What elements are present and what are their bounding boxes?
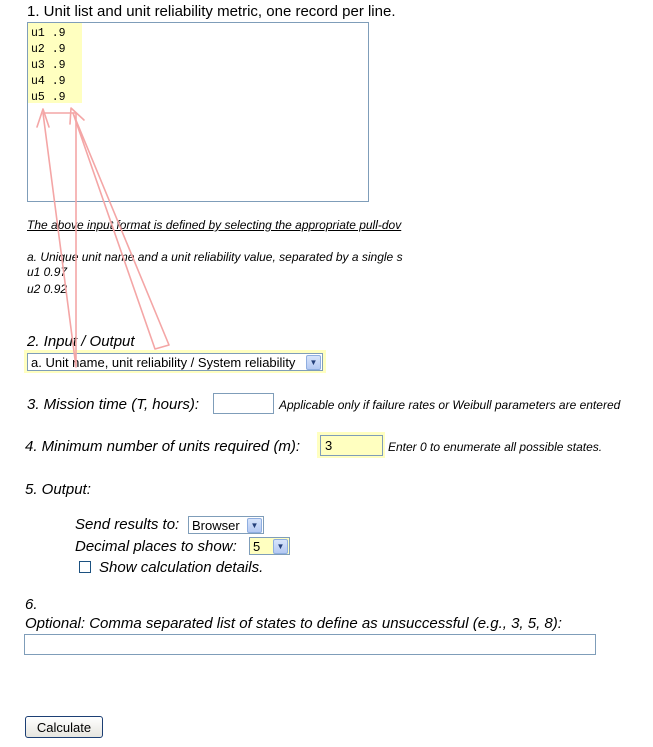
mission-time-note: Applicable only if failure rates or Weibull parameters are entered <box>279 398 621 412</box>
details-checkbox-label: Show calculation details. <box>99 559 264 576</box>
select-value: Browser <box>192 517 240 533</box>
format-info-description: a. Unique unit name and a unit reliability value, separated by a single s <box>27 250 403 264</box>
textarea-line: u4 .9 <box>31 75 66 88</box>
textarea-line: u1 .9 <box>31 27 66 40</box>
textarea-lines <box>31 26 66 106</box>
select-value: a. Unit name, unit reliability / System reliability <box>31 354 296 370</box>
section6-label: Optional: Comma separated list of states to define as unsuccessful (e.g., 3, 5, 8): <box>25 615 562 632</box>
section5-label: 5. Output: <box>25 481 91 498</box>
format-example-line: u1 0.97 <box>27 265 68 279</box>
decimal-places-label: Decimal places to show: <box>75 538 237 555</box>
send-results-label: Send results to: <box>75 516 180 533</box>
chevron-down-icon[interactable]: ▼ <box>273 539 288 554</box>
chevron-down-icon[interactable]: ▼ <box>306 355 321 370</box>
section6-number: 6. <box>25 596 38 613</box>
textarea-line: u2 .9 <box>31 43 66 56</box>
details-checkbox[interactable] <box>79 561 91 573</box>
min-units-note: Enter 0 to enumerate all possible states. <box>388 440 603 454</box>
textarea-line: u3 .9 <box>31 59 66 72</box>
unit-list-textarea[interactable] <box>27 22 369 202</box>
section2-label: 2. Input / Output <box>27 333 135 350</box>
min-units-input[interactable]: 3 <box>320 435 383 456</box>
decimal-places-select[interactable] <box>249 537 290 555</box>
section1-label: 1. Unit list and unit reliability metric, one record per line. <box>27 3 396 20</box>
input-output-select[interactable] <box>27 353 323 371</box>
calculate-button[interactable]: Calculate <box>25 716 103 738</box>
section3-label: 3. Mission time (T, hours): <box>27 396 199 413</box>
format-info-heading: The above input format is defined by selecting the appropriate pull-dov <box>27 218 402 232</box>
textarea-line: u5 .9 <box>31 91 66 104</box>
format-example-line: u2 0.92 <box>27 282 68 296</box>
unsuccessful-states-input[interactable] <box>24 634 596 655</box>
send-results-select[interactable] <box>188 516 264 534</box>
chevron-down-icon[interactable]: ▼ <box>247 518 262 533</box>
section4-label: 4. Minimum number of units required (m): <box>25 438 301 455</box>
select-value: 5 <box>253 538 261 554</box>
mission-time-input[interactable] <box>213 393 274 414</box>
